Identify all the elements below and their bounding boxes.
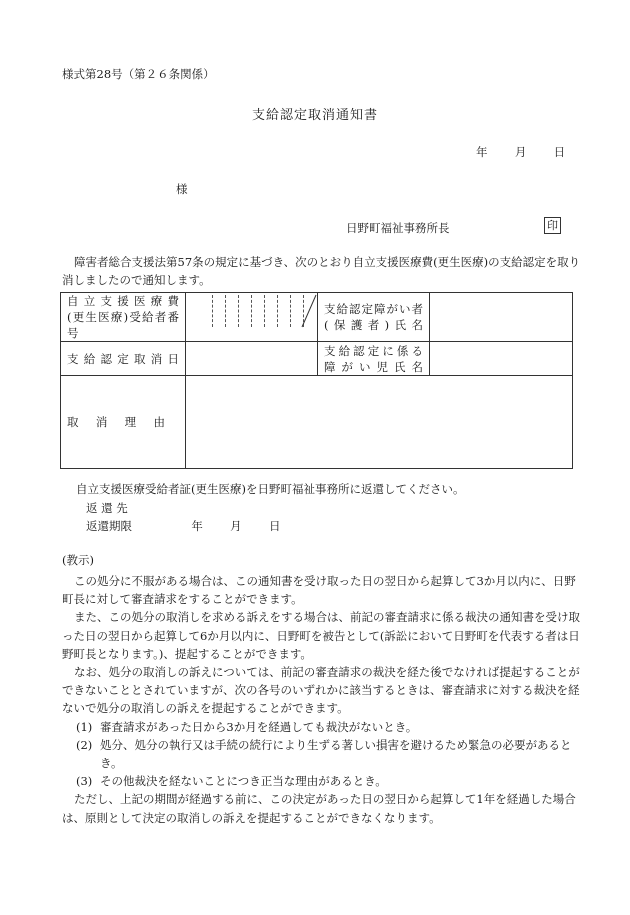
child-name-label: 支給認定に係る 障がい児氏名 [318, 342, 430, 376]
notice-item-number: (1) [76, 719, 93, 734]
intro-text: 障害者総合支援法第57条の規定に基づき、次のとおり自立支援医療費(更生医療)の支給認定を取り消しましたので通知します。 [62, 255, 581, 287]
return-destination-label: 返 還 先 [86, 501, 128, 515]
recipient-number-field[interactable] [186, 293, 318, 342]
person-name-field[interactable] [430, 293, 573, 342]
notice-item-text: 処分、処分の執行又は手続の続行により生ずる著しい損害を避けるため緊急の必要があるとき。 [100, 737, 572, 771]
child-name-field[interactable] [430, 342, 573, 376]
notice-item [62, 736, 582, 772]
notice-item-text: その他裁決を経ないことにつき正当な理由があるとき。 [100, 774, 387, 789]
slash-mark [186, 293, 318, 329]
notice-item-number: (3) [76, 774, 93, 789]
notice-body [62, 572, 582, 827]
return-deadline-year: 年 [191, 519, 203, 533]
notice-paragraph: この処分に不服がある場合は、この通知書を受け取った日の翌日から起算して3か月以内に、日野町長に対して審査請求をすることができます。 [62, 574, 576, 607]
issuer-name: 日野町福祉事務所長 [346, 221, 450, 235]
return-note: 自立支援医療受給者証(更生医療)を日野町福祉事務所に返還してください。 [76, 482, 465, 496]
return-deadline-day: 日 [268, 519, 281, 533]
cancel-date-label: 支給認定取消日 [61, 342, 186, 376]
notice-item-text: 審査請求があった日から3か月を経過しても裁決がないとき。 [100, 719, 418, 734]
reason-field[interactable] [186, 376, 573, 469]
recipient-number-label: 自立支援医療費 (更生医療)受給者番号 [61, 293, 186, 342]
notice-item [62, 718, 582, 736]
notice-paragraph: なお、処分の取消しの訴えについては、前記の審査請求の裁決を経た後でなければ提起することができないこととされていますが、次の各号のいずれかに該当するときは、審査請求に対する裁決を経ないで処分の取消しの訴えを提起することができます。 [62, 665, 580, 716]
form-number: 様式第28号（第２６条関係） [62, 67, 215, 81]
notice-paragraph: また、この処分の取消しを求める訴えをする場合は、前記の審査請求に係る裁決の通知書を受け取った日の翌日から起算して6か月以内に、日野町を被告として(訴訟において日野町を代表する者は日野町長となります。)、提起することができます。 [62, 610, 580, 661]
cancel-date-field[interactable] [186, 342, 318, 376]
addressee-suffix: 様 [176, 182, 188, 196]
issue-date-day: 日 [553, 145, 566, 159]
person-name-label: 支給認定障がい者 (保護者)氏名 [318, 293, 430, 342]
reason-label: 取消理由 [61, 376, 186, 469]
issue-date [476, 144, 565, 160]
return-deadline-month: 月 [230, 519, 242, 533]
document-title: 支給認定取消通知書 [251, 108, 378, 123]
table-row [61, 376, 573, 469]
issue-date-year: 年 [476, 145, 488, 159]
notice-heading: (教示) [62, 553, 94, 567]
return-deadline [86, 518, 280, 534]
certification-table [60, 292, 573, 469]
notice-item [62, 772, 582, 790]
return-deadline-label: 返還期限 [86, 519, 132, 533]
table-row [61, 342, 573, 376]
notice-item-number: (2) [76, 737, 93, 752]
seal-mark: 印 [544, 217, 561, 234]
issue-date-month: 月 [514, 145, 527, 159]
table-row [61, 293, 573, 342]
notice-paragraph: ただし、上記の期間が経過する前に、この決定があった日の翌日から起算して1年を経過した場合は、原則として決定の取消しの訴えを提起することができなくなります。 [62, 792, 576, 825]
